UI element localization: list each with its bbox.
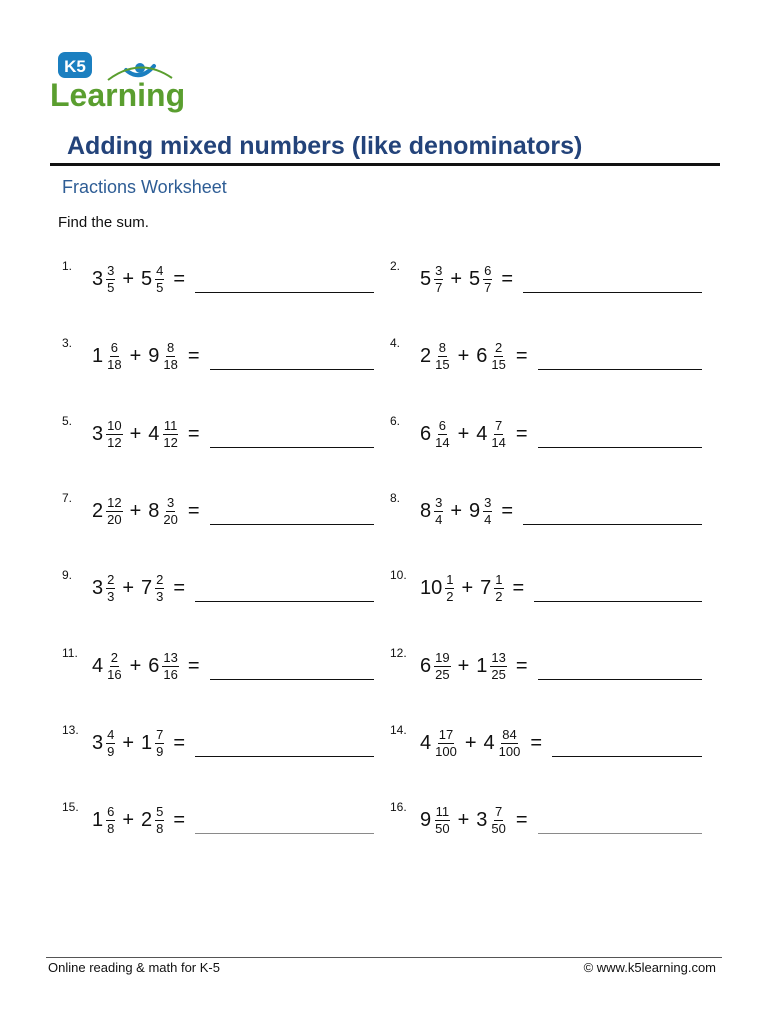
problem-number: 6.	[390, 414, 401, 428]
equals-sign: =	[501, 267, 514, 290]
whole-number: 2	[92, 499, 104, 522]
problem-expression	[420, 803, 528, 837]
footer-divider	[46, 957, 722, 958]
denominator: 4	[435, 511, 443, 527]
fraction	[434, 805, 450, 836]
worksheet-subtitle: Fractions Worksheet	[62, 177, 227, 197]
problem-number: 5.	[62, 414, 73, 428]
whole-number: 1	[92, 808, 104, 831]
answer-line[interactable]	[210, 447, 374, 448]
problem-number: 2.	[390, 259, 401, 273]
denominator: 2	[495, 588, 503, 604]
answer-line[interactable]	[195, 756, 374, 757]
problem-6	[390, 414, 708, 454]
problem-16	[390, 800, 708, 840]
answer-line[interactable]	[538, 833, 702, 834]
answer-line[interactable]	[210, 679, 374, 680]
fraction	[162, 651, 178, 682]
denominator: 4	[484, 511, 492, 527]
problem-number: 3.	[62, 336, 73, 350]
fraction	[106, 341, 122, 372]
denominator: 100	[435, 743, 457, 759]
whole-number: 2	[141, 808, 153, 831]
numerator: 3	[484, 494, 492, 510]
fraction	[106, 651, 122, 682]
plus-sign: +	[457, 422, 470, 445]
denominator: 15	[491, 356, 506, 372]
denominator: 50	[435, 820, 450, 836]
fraction	[434, 264, 443, 295]
numerator: 3	[435, 494, 443, 510]
answer-line[interactable]	[210, 369, 374, 370]
fraction	[434, 496, 443, 527]
whole-number: 6	[420, 654, 432, 677]
fraction	[490, 651, 506, 682]
numerator: 7	[495, 803, 503, 819]
problem-13	[62, 723, 380, 763]
denominator: 25	[491, 666, 506, 682]
problem-expression	[92, 339, 200, 373]
equals-sign: =	[187, 344, 200, 367]
problem-2	[390, 259, 708, 299]
numerator: 7	[495, 417, 503, 433]
logo-badge-text: K5	[64, 57, 86, 76]
plus-sign: +	[450, 267, 463, 290]
numerator: 4	[107, 726, 115, 742]
numerator: 8	[438, 339, 446, 355]
problem-expression	[92, 494, 200, 528]
numerator: 11	[163, 417, 178, 433]
problem-expression	[420, 339, 528, 373]
fraction	[155, 573, 164, 604]
plus-sign: +	[122, 576, 135, 599]
denominator: 18	[107, 356, 122, 372]
plus-sign: +	[457, 654, 470, 677]
problem-10	[390, 568, 708, 608]
problem-4	[390, 336, 708, 376]
plus-sign: +	[457, 808, 470, 831]
whole-number: 3	[92, 422, 104, 445]
answer-line[interactable]	[552, 756, 702, 757]
fraction	[490, 419, 506, 450]
problem-number: 8.	[390, 491, 401, 505]
answer-line[interactable]	[195, 292, 374, 293]
whole-number: 3	[92, 731, 104, 754]
denominator: 9	[107, 743, 115, 759]
problem-number: 9.	[62, 568, 73, 582]
answer-line[interactable]	[538, 447, 702, 448]
problem-12	[390, 646, 708, 686]
whole-number: 4	[92, 654, 104, 677]
numerator: 84	[502, 726, 517, 742]
answer-line[interactable]	[523, 524, 702, 525]
problem-expression	[92, 726, 185, 760]
numerator: 1	[495, 571, 503, 587]
title-underline	[50, 163, 720, 166]
fraction	[494, 573, 503, 604]
answer-line[interactable]	[195, 601, 374, 602]
numerator: 6	[438, 417, 446, 433]
denominator: 15	[435, 356, 450, 372]
fraction	[106, 419, 122, 450]
denominator: 20	[163, 511, 178, 527]
problem-expression	[420, 494, 513, 528]
equals-sign: =	[512, 576, 525, 599]
problem-expression	[92, 649, 200, 683]
plus-sign: +	[461, 576, 474, 599]
answer-line[interactable]	[210, 524, 374, 525]
equals-sign: =	[515, 422, 528, 445]
whole-number: 3	[92, 576, 104, 599]
problem-9	[62, 568, 380, 608]
denominator: 14	[491, 434, 506, 450]
numerator: 3	[107, 262, 115, 278]
problem-1	[62, 259, 380, 299]
whole-number: 2	[420, 344, 432, 367]
equals-sign: =	[530, 731, 543, 754]
plus-sign: +	[129, 654, 142, 677]
numerator: 13	[491, 649, 506, 665]
plus-sign: +	[129, 422, 142, 445]
denominator: 50	[491, 820, 506, 836]
denominator: 25	[435, 666, 450, 682]
denominator: 3	[156, 588, 164, 604]
whole-number: 9	[420, 808, 432, 831]
numerator: 2	[156, 571, 164, 587]
fraction	[155, 728, 164, 759]
problem-11	[62, 646, 380, 686]
problem-expression	[420, 417, 528, 451]
problem-number: 15.	[62, 800, 79, 814]
numerator: 5	[156, 803, 164, 819]
numerator: 11	[435, 803, 450, 819]
plus-sign: +	[122, 267, 135, 290]
fraction	[490, 805, 506, 836]
equals-sign: =	[187, 654, 200, 677]
problem-number: 7.	[62, 491, 73, 505]
denominator: 7	[435, 279, 443, 295]
whole-number: 4	[476, 422, 488, 445]
fraction	[162, 419, 178, 450]
worksheet-title: Adding mixed numbers (like denominators)	[67, 132, 583, 160]
whole-number: 7	[141, 576, 153, 599]
equals-sign: =	[515, 344, 528, 367]
whole-number: 1	[476, 654, 488, 677]
fraction	[106, 728, 115, 759]
fraction	[434, 419, 450, 450]
problem-expression	[92, 417, 200, 451]
numerator: 2	[110, 649, 118, 665]
equals-sign: =	[515, 654, 528, 677]
whole-number: 6	[148, 654, 160, 677]
whole-number: 7	[480, 576, 492, 599]
plus-sign: +	[122, 808, 135, 831]
equals-sign: =	[515, 808, 528, 831]
fraction	[155, 264, 164, 295]
denominator: 2	[446, 588, 454, 604]
whole-number: 8	[420, 499, 432, 522]
denominator: 9	[156, 743, 164, 759]
denominator: 12	[163, 434, 178, 450]
whole-number: 5	[469, 267, 481, 290]
numerator: 6	[110, 339, 118, 355]
numerator: 7	[156, 726, 164, 742]
problem-number: 12.	[390, 646, 407, 660]
k5-learning-logo	[48, 48, 190, 114]
equals-sign: =	[173, 576, 186, 599]
fraction	[155, 805, 164, 836]
problem-number: 10.	[390, 568, 407, 582]
equals-sign: =	[187, 499, 200, 522]
denominator: 3	[107, 588, 115, 604]
plus-sign: +	[129, 344, 142, 367]
answer-line[interactable]	[534, 601, 702, 602]
answer-line[interactable]	[195, 833, 374, 834]
denominator: 5	[107, 279, 115, 295]
numerator: 19	[435, 649, 450, 665]
problem-number: 13.	[62, 723, 79, 737]
footer-tagline: Online reading & math for K-5	[48, 960, 220, 975]
fraction	[434, 728, 458, 759]
denominator: 5	[156, 279, 164, 295]
fraction	[483, 496, 492, 527]
problem-7	[62, 491, 380, 531]
numerator: 2	[495, 339, 503, 355]
whole-number: 5	[141, 267, 153, 290]
fraction	[106, 264, 115, 295]
fraction	[483, 264, 492, 295]
problem-expression	[92, 803, 185, 837]
plus-sign: +	[122, 731, 135, 754]
denominator: 12	[107, 434, 122, 450]
problem-number: 4.	[390, 336, 401, 350]
fraction	[106, 805, 115, 836]
plus-sign: +	[129, 499, 142, 522]
footer-website: © www.k5learning.com	[583, 960, 716, 975]
denominator: 7	[484, 279, 492, 295]
denominator: 14	[435, 434, 450, 450]
denominator: 18	[163, 356, 178, 372]
numerator: 12	[107, 494, 122, 510]
problem-8	[390, 491, 708, 531]
numerator: 1	[446, 571, 454, 587]
problem-15	[62, 800, 380, 840]
numerator: 3	[167, 494, 175, 510]
denominator: 16	[163, 666, 178, 682]
whole-number: 6	[420, 422, 432, 445]
numerator: 6	[107, 803, 115, 819]
whole-number: 9	[148, 344, 160, 367]
fraction	[498, 728, 522, 759]
denominator: 20	[107, 511, 122, 527]
whole-number: 3	[92, 267, 104, 290]
problem-number: 1.	[62, 259, 73, 273]
problem-expression	[92, 262, 185, 296]
plus-sign: +	[464, 731, 477, 754]
fraction	[490, 341, 506, 372]
fraction	[106, 573, 115, 604]
plus-sign: +	[450, 499, 463, 522]
numerator: 6	[484, 262, 492, 278]
whole-number: 4	[420, 731, 432, 754]
fraction	[445, 573, 454, 604]
whole-number: 5	[420, 267, 432, 290]
whole-number: 1	[141, 731, 153, 754]
plus-sign: +	[457, 344, 470, 367]
denominator: 16	[107, 666, 122, 682]
fraction	[434, 341, 450, 372]
numerator: 2	[107, 571, 115, 587]
denominator: 8	[156, 820, 164, 836]
problem-expression	[420, 262, 513, 296]
fraction	[106, 496, 122, 527]
problem-expression	[420, 649, 528, 683]
whole-number: 4	[148, 422, 160, 445]
instructions: Find the sum.	[58, 214, 149, 231]
whole-number: 6	[476, 344, 488, 367]
problem-expression	[92, 571, 185, 605]
fraction	[162, 496, 178, 527]
problem-number: 14.	[390, 723, 407, 737]
whole-number: 1	[92, 344, 104, 367]
equals-sign: =	[173, 808, 186, 831]
equals-sign: =	[173, 267, 186, 290]
problem-number: 11.	[62, 646, 78, 660]
fraction	[434, 651, 450, 682]
fraction	[162, 341, 178, 372]
answer-line[interactable]	[538, 369, 702, 370]
problem-3	[62, 336, 380, 376]
problem-14	[390, 723, 708, 763]
whole-number: 3	[476, 808, 488, 831]
numerator: 3	[435, 262, 443, 278]
denominator: 8	[107, 820, 115, 836]
numerator: 4	[156, 262, 164, 278]
whole-number: 8	[148, 499, 160, 522]
logo-wordmark: Learning	[50, 77, 186, 113]
denominator: 100	[498, 743, 521, 759]
equals-sign: =	[173, 731, 186, 754]
answer-line[interactable]	[538, 679, 702, 680]
equals-sign: =	[187, 422, 200, 445]
problem-number: 16.	[390, 800, 407, 814]
whole-number: 4	[483, 731, 495, 754]
problem-5	[62, 414, 380, 454]
whole-number: 10	[420, 576, 443, 599]
numerator: 17	[438, 726, 454, 742]
numerator: 10	[107, 417, 122, 433]
problem-expression	[420, 571, 524, 605]
numerator: 13	[163, 649, 178, 665]
answer-line[interactable]	[523, 292, 702, 293]
numerator: 8	[167, 339, 175, 355]
whole-number: 9	[469, 499, 481, 522]
equals-sign: =	[501, 499, 514, 522]
problem-expression	[420, 726, 542, 760]
